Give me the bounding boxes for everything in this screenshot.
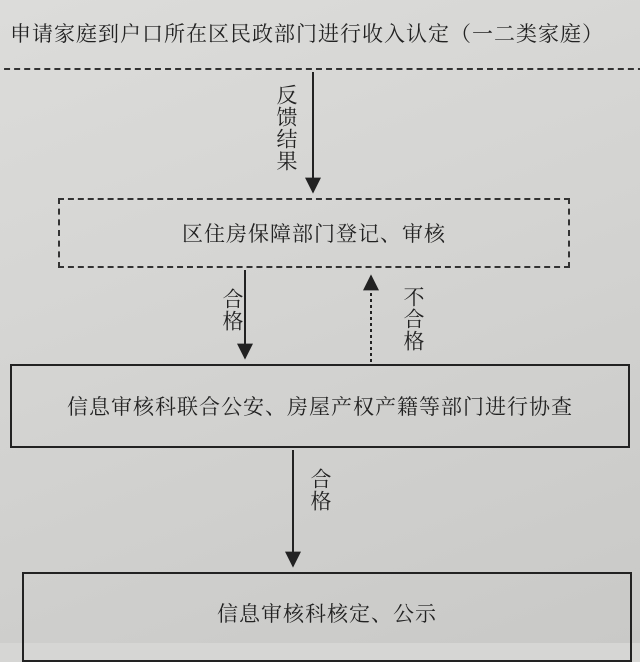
node-apply-label: 申请家庭到户口所在区民政部门进行收入认定（一二类家庭）: [10, 22, 604, 46]
edge-label-qualified-2: 合格: [308, 468, 332, 512]
edge-label-feedback: 反馈结果: [274, 84, 298, 172]
edge-label-qualified-1: 合格: [220, 288, 244, 332]
node-final-label: 信息审核科核定、公示: [217, 602, 437, 626]
node-register-label: 区住房保障部门登记、审核: [182, 222, 446, 246]
edge-label-unqualified: 不合格: [401, 286, 425, 352]
node-joint-check-label: 信息审核科联合公安、房屋产权产籍等部门进行协查: [67, 395, 573, 419]
